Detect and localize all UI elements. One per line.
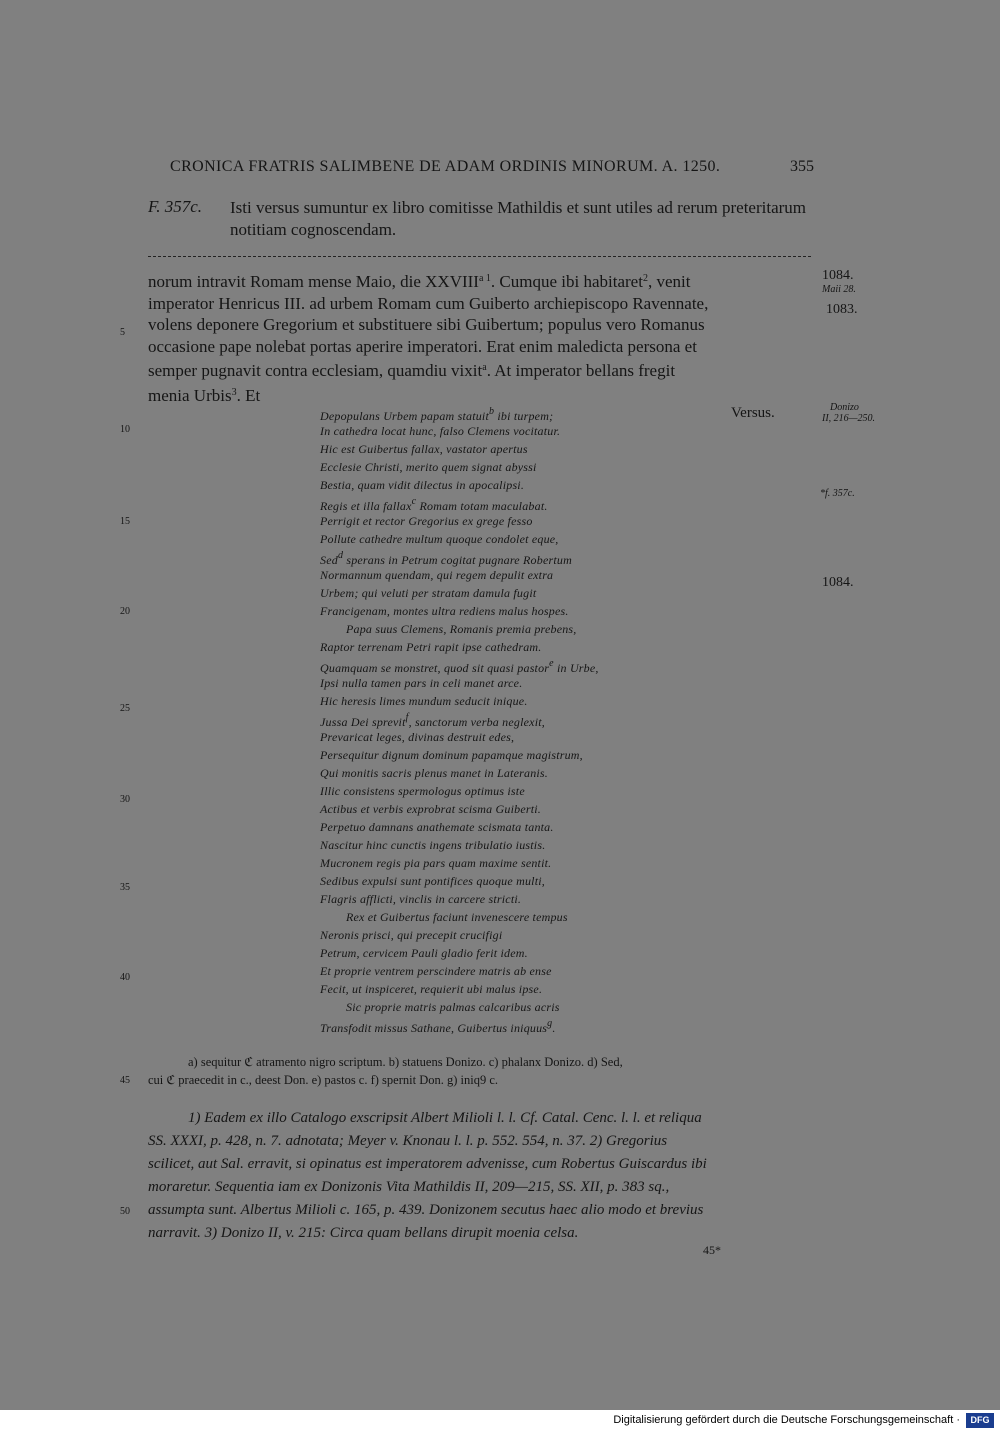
footnote-line: SS. XXXI, p. 428, n. 7. adnotata; Meyer v. Knonau l. l. p. 552. 554, n. 37. 2) Gregorius — [148, 1133, 668, 1149]
verse-line: Neronis prisci, qui precepit crucifigi — [320, 928, 503, 942]
margin-year: 1084. — [822, 575, 854, 590]
prose-block — [148, 268, 818, 406]
margin-year: 1084. — [822, 268, 854, 283]
margin-year: 1083. — [826, 302, 858, 317]
verse-line: Urbem; qui veluti per stratam damula fugit — [320, 586, 537, 600]
verse-line: Francigenam, montes ultra rediens malus hospes. — [320, 604, 569, 618]
line-number: 20 — [120, 606, 130, 617]
verse-line: Perpetuo damnans anathemate scismata tanta. — [320, 820, 554, 834]
verse-line: Pollute cathedre multum quoque condolet eque, — [320, 532, 559, 546]
verse-line: Persequitur dignum dominum papamque magistrum, — [320, 748, 583, 762]
verse-line: Raptor terrenam Petri rapit ipse cathedram. — [320, 640, 542, 654]
prose-line: occasione pape nolebat portas aperire imperatori. Erat enim maledicta persona et — [148, 336, 697, 356]
line-number: 40 — [120, 972, 130, 983]
footnote-line: moraretur. Sequentia iam ex Donizonis Vita Mathildis II, 209—215, SS. XII, p. 383 sq., — [148, 1179, 670, 1195]
verse-line: Ecclesie Christi, merito quem signat abyssi — [320, 460, 537, 474]
verse-line: Hic est Guibertus fallax, vastator apertus — [320, 442, 528, 456]
prose-line: semper pugnavit contra ecclesiam, quamdiu vixit$^a$. At imperator bellans fregit — [148, 361, 676, 380]
dfg-logo-icon: DFG — [966, 1413, 994, 1428]
versus-label: Versus. — [731, 405, 775, 421]
prose-line: imperator Henricus III. ad urbem Romam cum Guiberto archiepiscopo Ravennate, — [148, 293, 709, 313]
verse-line: Perrigit et rector Gregorius ex grege fesso — [320, 514, 533, 528]
footnote-line: narravit. 3) Donizo II, v. 215: Circa quam bellans dirupit moenia celsa. — [148, 1225, 579, 1241]
line-number: 5 — [120, 327, 125, 338]
verse-line: Mucronem regis pia pars quam maxime sentit. — [320, 856, 552, 870]
verse-line: Actibus et verbis exprobrat scisma Guiberti. — [320, 802, 541, 816]
folio-reference: F. 357c. — [148, 197, 202, 216]
verse-line: Sic proprie matris palmas calcaribus acris — [346, 1000, 560, 1014]
verse-line: Transfodit missus Sathane, Guibertus iniquus$^g$. — [320, 1018, 556, 1035]
line-number: 45 — [120, 1075, 130, 1086]
verse-line: Papa suus Clemens, Romanis premia prebens, — [346, 622, 577, 636]
footnote-line: assumpta sunt. Albertus Milioli c. 165, p. 439. Donizonem secutus haec alio modo et brevius — [148, 1202, 704, 1218]
apparatus-line: a) sequitur ℭ atramento nigro scriptum. b) statuens Donizo. c) phalanx Donizo. d) Sed, — [188, 1055, 623, 1069]
apparatus-line: cui ℭ praecedit in c., deest Don. e) pastos c. f) spernit Don. g) iniq9 c. — [148, 1073, 499, 1087]
verse-line: Illic consistens spermologus optimus iste — [320, 784, 525, 798]
verse-line: Sedibus expulsi sunt pontifices quoque multi, — [320, 874, 545, 888]
margin-source: Donizo — [830, 402, 859, 413]
line-number: 35 — [120, 882, 130, 893]
verse-line: Flagris afflicti, vinclis in carcere stricti. — [320, 892, 522, 906]
line-number: 50 — [120, 1206, 130, 1217]
verse-line: In cathedra locat hunc, falso Clemens vocitatur. — [320, 424, 561, 438]
verse-line: Jussa Dei sprevit$^f$, sanctorum verba neglexit, — [320, 712, 545, 729]
page-number: 355 — [790, 158, 814, 175]
separator-rule — [148, 256, 811, 257]
verse-line: Bestia, quam vidit dilectus in apocalipsi. — [320, 478, 525, 492]
footnote-line: scilicet, aut Sal. erravit, si opinatus est imperatorem advenisse, cum Robertus Guiscardus ibi — [148, 1156, 707, 1172]
line-number: 10 — [120, 424, 130, 435]
funding-text: Digitalisierung gefördert durch die Deutsche Forschungsgemeinschaft · — [613, 1414, 960, 1426]
signature-mark: 45* — [703, 1243, 721, 1257]
margin-date: Maii 28. — [822, 284, 856, 295]
verse-line: Fecit, ut inspiceret, requierit ubi malus ipse. — [320, 982, 543, 996]
verse-line: Prevaricat leges, divinas destruit edes, — [320, 730, 515, 744]
line-number: 30 — [120, 794, 130, 805]
line-number: 15 — [120, 516, 130, 527]
verse-line: Ipsi nulla tamen pars in celi manet arce. — [320, 676, 523, 690]
verse-line: Qui monitis sacris plenus manet in Lateranis. — [320, 766, 549, 780]
margin-source: II, 216—250. — [822, 413, 876, 424]
verse-line: Sed$^d$ sperans in Petrum cogitat pugnare Robertum — [320, 550, 572, 567]
prose-line: menia Urbis$^3$. Et — [148, 385, 261, 405]
verse-line: Nascitur hinc cunctis ingens tribulatio iustis. — [320, 838, 546, 852]
verse-line: Normannum quendam, qui regem depulit extra — [320, 568, 554, 582]
verse-line: Quamquam se monstret, quod sit quasi pastor$^e$ in Urbe, — [320, 658, 599, 675]
prose-line: volens deponere Gregorium et substituere sibi Guibertum; populus vero Romanus — [148, 315, 705, 334]
prose-line: norum intravit Romam mense Maio, die $XXVIII^{a 1}$. Cumque ibi habitaret$^2$, venit — [148, 272, 691, 291]
verse-line: Rex et Guibertus faciunt invenescere tempus — [346, 910, 568, 924]
verse-line: Regis et illa fallax$^c$ Romam totam maculabat. — [320, 496, 548, 513]
head-note: Isti versus sumuntur ex libro comitisse Mathildis et sunt utiles ad rerum preteritarum notitiam cognoscendam. — [230, 198, 807, 239]
footnote-line: 1) Eadem ex illo Catalogo exscripsit Albert Milioli l. l. Cf. Catal. Cenc. l. l. et reliqua — [188, 1110, 702, 1126]
verse-line: Depopulans Urbem papam statuit$^b$ ibi turpem; — [320, 406, 554, 423]
margin-folio: *f. 357c. — [820, 488, 855, 499]
line-number: 25 — [120, 703, 130, 714]
verse-line: Petrum, cervicem Pauli gladio ferit idem. — [320, 946, 528, 960]
verse-line: Hic heresis limes mundum seducit inique. — [320, 694, 528, 708]
verse-line: Et proprie ventrem perscindere matris ab ense — [320, 964, 552, 978]
running-title: CRONICA FRATRIS SALIMBENE DE ADAM ORDINIS MINORUM. A. 1250. — [170, 158, 721, 175]
funding-banner — [0, 1410, 1000, 1434]
